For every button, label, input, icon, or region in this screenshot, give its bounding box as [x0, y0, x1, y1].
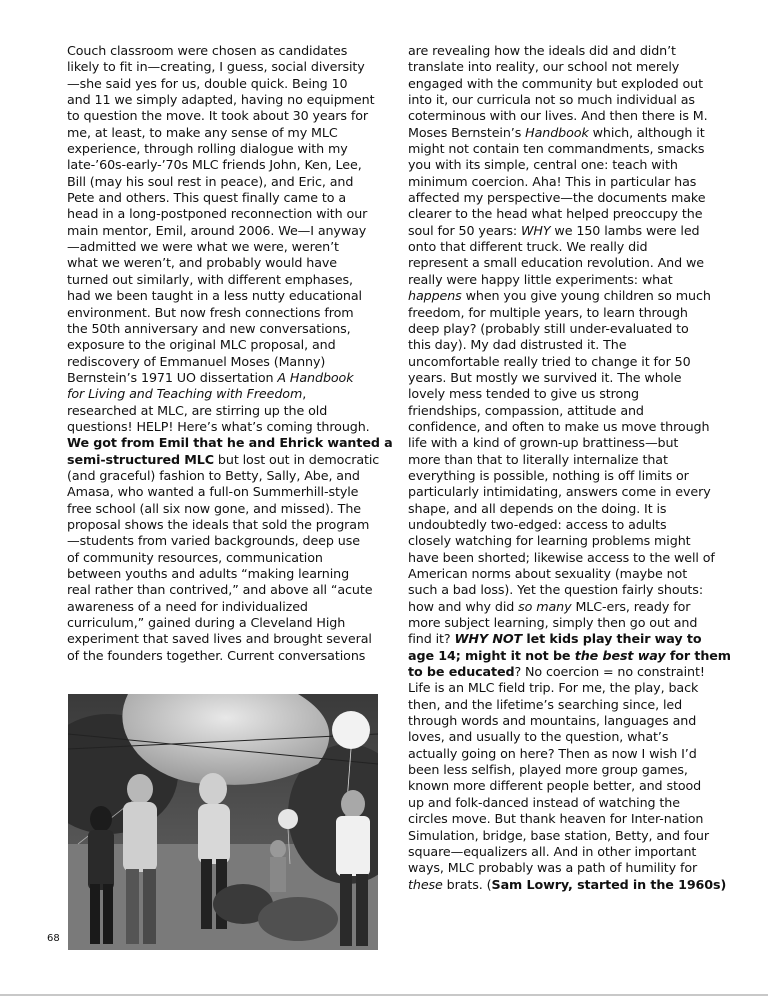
text-line	[408, 403, 718, 419]
text-run: actually going on here? Then as now I wish I’d	[408, 745, 697, 761]
text-line	[67, 648, 372, 664]
text-run: main mentor, Emil, around 2006. We—I anyway	[67, 222, 367, 238]
text-run: let kids play their way to	[522, 631, 702, 647]
text-line	[67, 419, 372, 435]
text-run: we 150 lambs were led	[550, 222, 700, 238]
text-run: Bernstein’s 1971 UO dissertation	[67, 369, 278, 385]
text-line	[408, 484, 718, 500]
text-line	[67, 484, 372, 500]
text-run: into it, our curricula not so much individual as	[408, 92, 695, 108]
text-line	[408, 697, 718, 713]
text-run: proposal shows the ideals that sold the program	[67, 516, 370, 532]
text-line	[67, 321, 372, 337]
text-run: ways, MLC probably was a path of humility for	[408, 860, 698, 876]
text-run: up and folk-danced instead of watching the	[408, 794, 680, 810]
text-run: life with a kind of grown-up brattiness—but	[408, 435, 679, 451]
text-line	[408, 876, 727, 893]
text-line	[67, 566, 372, 582]
text-run: confidence, and often to make us move through	[408, 418, 710, 434]
text-run: Moses Bernstein’s	[408, 124, 526, 140]
text-run: onto that different truck. We really did	[408, 239, 648, 255]
text-run: turned out similarly, with different emphases,	[67, 271, 353, 287]
text-line	[67, 157, 372, 173]
text-line	[408, 680, 718, 696]
text-line	[67, 59, 372, 75]
text-run: square—equalizers all. And in other important	[408, 843, 697, 859]
text-line	[408, 92, 718, 108]
text-line	[408, 157, 718, 173]
text-run: so many	[518, 598, 572, 614]
text-run: how and why did	[408, 598, 519, 614]
text-run: age 14; might it not be	[408, 647, 575, 663]
text-run: likely to fit in—creating, I guess, social diversity	[67, 59, 365, 75]
text-run: been less selfish, played more group games,	[408, 762, 688, 778]
text-run: brats. (	[442, 876, 492, 892]
text-line	[408, 729, 718, 745]
outdoor-gathering-photo	[68, 694, 378, 950]
text-run: find it?	[408, 631, 455, 647]
text-run: —students from varied backgrounds, deep use	[67, 533, 360, 549]
text-run: rediscovery of Emmanuel Moses (Manny)	[67, 353, 326, 369]
text-run: We got from Emil that he and Ehrick wanted a	[67, 435, 393, 451]
text-run: —admitted we were what we were, weren’t	[67, 239, 339, 255]
text-line	[408, 76, 718, 92]
text-line	[408, 517, 718, 533]
text-run: represent a small education revolution. And we	[408, 255, 704, 271]
left-column	[67, 43, 393, 664]
text-line	[408, 828, 718, 844]
text-line	[408, 599, 718, 615]
text-line	[67, 272, 372, 288]
text-line	[408, 501, 718, 517]
text-line	[67, 223, 372, 239]
text-run: deep play? (probably still under-evaluated to	[408, 320, 689, 336]
text-run: A Handbook	[277, 369, 354, 385]
text-line	[408, 59, 718, 75]
text-line	[67, 125, 372, 141]
text-run: such a bad loss). Yet the question fairly shouts:	[408, 582, 703, 598]
text-run: loves, and usually to the question, what’s	[408, 729, 669, 745]
text-line	[408, 860, 718, 876]
text-run: —she said yes for us, double quick. Being 10	[67, 75, 348, 91]
text-line	[408, 239, 718, 255]
text-run: Handbook	[525, 124, 589, 140]
text-line	[408, 125, 718, 141]
text-run: for them	[665, 647, 731, 663]
text-run: these	[408, 876, 443, 892]
photo-illustration	[68, 694, 378, 950]
text-run: me, at least, to make any sense of my MLC	[67, 124, 338, 140]
text-run: which, although it	[588, 124, 705, 140]
text-line	[408, 288, 718, 304]
text-line	[408, 647, 731, 664]
text-run: everything is possible, nothing is off limits or	[408, 467, 689, 483]
text-run: real rather than contrived,” and above all “acute	[67, 582, 373, 598]
text-run: of the founders together. Current conversations	[67, 647, 366, 663]
text-run: had we been taught in a less nutty educational	[67, 288, 362, 304]
text-run: environment. But now fresh connections from	[67, 304, 354, 320]
text-run: particularly intimidating, answers come in every	[408, 484, 711, 500]
text-line	[408, 778, 718, 794]
text-line	[67, 386, 372, 402]
text-run: more than that to literally internalize that	[408, 451, 668, 467]
text-run: Simulation, bridge, base station, Betty, and four	[408, 827, 709, 843]
text-run: the best way	[574, 647, 666, 663]
text-run: freedom, for multiple years, to learn through	[408, 304, 688, 320]
text-line	[67, 354, 372, 370]
text-line	[67, 451, 380, 468]
text-run: Pete and others. This quest finally came to a	[67, 190, 347, 206]
text-line	[408, 452, 718, 468]
text-run: clearer to the head what helped preoccupy the	[408, 206, 703, 222]
text-run: friendships, compassion, attitude and	[408, 402, 644, 418]
text-run: experience, through rolling dialogue with my	[67, 141, 348, 157]
text-run: happens	[408, 288, 462, 304]
text-line	[408, 141, 718, 157]
text-run: really were happy little experiments: what	[408, 271, 673, 287]
text-run: engaged with the community but exploded out	[408, 75, 703, 91]
text-line	[67, 517, 372, 533]
text-line	[408, 533, 718, 549]
text-run: Amasa, who wanted a full-on Summerhill-style	[67, 484, 359, 500]
text-line	[67, 533, 372, 549]
text-line	[67, 288, 372, 304]
text-line	[408, 811, 718, 827]
text-line	[408, 370, 718, 386]
text-line	[408, 468, 718, 484]
text-line	[67, 370, 372, 386]
text-run: Couch classroom were chosen as candidates	[67, 43, 348, 58]
text-run: semi-structured MLC	[67, 451, 214, 467]
text-run: known more different people better, and stood	[408, 778, 702, 794]
text-line	[408, 255, 718, 271]
text-line	[67, 206, 372, 222]
text-run: uncomfortable really tried to change it for 50	[408, 353, 691, 369]
text-line	[408, 386, 718, 402]
text-run: questions! HELP! Here’s what’s coming through.	[67, 418, 370, 434]
text-run: this day). My dad distrusted it. The	[408, 337, 627, 353]
text-line	[408, 435, 718, 451]
right-column	[408, 43, 731, 893]
text-run: to question the move. It took about 30 years for	[67, 108, 369, 124]
text-line	[67, 337, 372, 353]
text-line	[408, 615, 718, 631]
text-line	[67, 255, 372, 271]
text-run: undoubtedly two-edged: access to adults	[408, 516, 667, 532]
text-line	[408, 631, 718, 647]
text-line	[408, 354, 718, 370]
text-line	[67, 468, 372, 484]
text-run: coterminous with our lives. And then there is M.	[408, 108, 708, 124]
text-run: have been shorted; likewise access to the well of	[408, 549, 715, 565]
text-line	[408, 582, 718, 598]
text-run: researched at MLC, are stirring up the old	[67, 402, 328, 418]
text-line	[67, 631, 372, 647]
text-line	[408, 43, 718, 59]
text-line	[408, 174, 718, 190]
text-line	[408, 108, 718, 124]
text-run: Sam Lowry, started in the 1960s)	[491, 876, 727, 892]
text-run: circles move. But thank heaven for Inter-nation	[408, 811, 704, 827]
text-run: experiment that saved lives and brought several	[67, 631, 372, 647]
text-run: WHY NOT	[454, 631, 523, 647]
text-line	[408, 321, 718, 337]
text-line	[408, 713, 718, 729]
text-run: minimum coercion. Aha! This in particular has	[408, 173, 697, 189]
text-run: you with its simple, central one: teach with	[408, 157, 678, 173]
text-line	[67, 403, 372, 419]
text-line	[408, 566, 718, 582]
text-run: affected my perspective—the documents make	[408, 190, 706, 206]
text-run: lovely mess tended to give us strong	[408, 386, 640, 402]
text-line	[408, 746, 718, 762]
text-run: head in a long-postponed reconnection with our	[67, 206, 368, 222]
text-run: MLC-ers, ready for	[571, 598, 691, 614]
text-run: exposure to the original MLC proposal, and	[67, 337, 336, 353]
text-line	[67, 582, 372, 598]
text-run: ,	[302, 386, 307, 402]
text-line	[67, 501, 372, 517]
text-line	[67, 76, 372, 92]
text-run: WHY	[520, 222, 551, 238]
text-run: but lost out in democratic	[214, 451, 380, 467]
text-run: between youths and adults “making learning	[67, 566, 350, 581]
text-run: what we weren’t, and probably would have	[67, 255, 337, 271]
text-run: are revealing how the ideals did and didn’t	[408, 43, 676, 58]
text-run: free school (all six now gone, and missed). The	[67, 500, 361, 516]
text-run: might not contain ten commandments, smacks	[408, 141, 705, 157]
text-line	[67, 108, 372, 124]
text-line	[67, 92, 375, 108]
text-run: Life is an MLC field trip. For me, the play, back	[408, 680, 699, 696]
text-run: of community resources, communication	[67, 549, 323, 565]
text-line	[67, 599, 372, 615]
text-run: soul for 50 years:	[408, 222, 521, 238]
text-line	[408, 550, 718, 566]
text-run: through words and mountains, languages and	[408, 713, 697, 729]
text-line	[408, 206, 718, 222]
text-line	[408, 190, 718, 206]
text-run: then, and the lifetime’s searching since, led	[408, 696, 683, 712]
text-line	[408, 762, 718, 778]
text-line	[408, 223, 718, 239]
text-run: and 11 we simply adapted, having no equipment	[67, 92, 375, 108]
text-run: Bill (may his soul rest in peace), and Eric, and	[67, 173, 354, 189]
text-line	[67, 305, 372, 321]
text-run: when you give young children so much	[461, 288, 711, 304]
text-run: curriculum,” gained during a Cleveland High	[67, 615, 346, 631]
text-run: translate into reality, our school not merely	[408, 59, 680, 75]
text-line	[67, 239, 372, 255]
text-run: shape, and all depends on the doing. It is	[408, 500, 667, 516]
text-run: ? No coercion = no constraint!	[514, 664, 705, 680]
text-line	[67, 43, 372, 59]
text-line	[67, 190, 372, 206]
text-line	[408, 844, 718, 860]
text-line	[67, 141, 372, 157]
text-line	[408, 419, 718, 435]
text-run: (and graceful) fashion to Betty, Sally, Abe, and	[67, 467, 360, 483]
text-run: closely watching for learning problems might	[408, 533, 691, 549]
text-line	[67, 550, 372, 566]
text-line	[67, 615, 372, 631]
text-run: awareness of a need for individualized	[67, 598, 308, 614]
text-line	[408, 337, 718, 353]
text-run: more subject learning, simply then go out and	[408, 615, 698, 631]
text-run: for Living and Teaching with Freedom	[67, 386, 303, 402]
text-line	[408, 664, 718, 680]
text-line	[408, 272, 718, 288]
text-line	[408, 795, 718, 811]
text-run: American norms about sexuality (maybe not	[408, 566, 688, 581]
text-run: to be educated	[408, 664, 515, 680]
text-line	[67, 435, 393, 451]
text-run: years. But mostly we survived it. The whole	[408, 369, 682, 385]
text-line	[408, 305, 718, 321]
text-run: the 50th anniversary and new conversations,	[67, 320, 351, 336]
text-run: late-’60s-early-’70s MLC friends John, Ken, Lee,	[67, 157, 362, 173]
text-line	[67, 174, 372, 190]
page-number: 68	[47, 933, 60, 944]
